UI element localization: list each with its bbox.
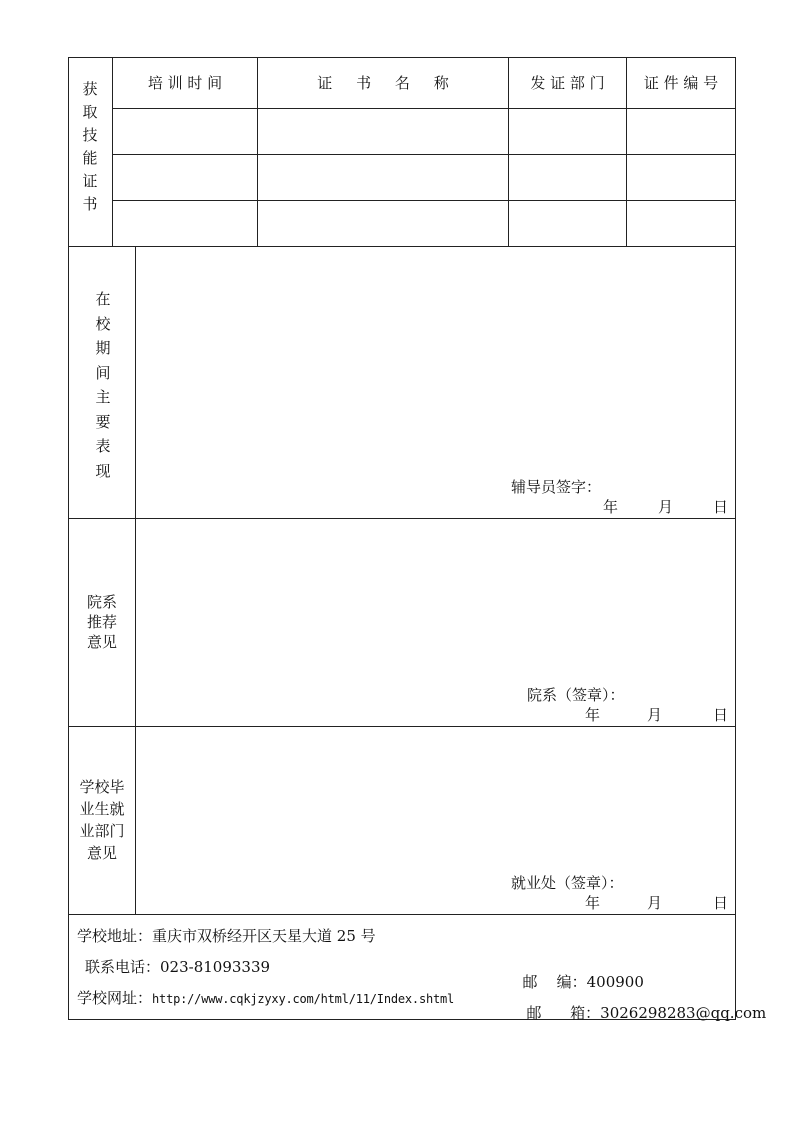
contact-phone-label: 联系电话： bbox=[85, 958, 161, 976]
performance-section-label: 在 校 期 间 主 要 表 现 bbox=[95, 290, 111, 480]
label-col-divider bbox=[135, 246, 136, 914]
postcode bbox=[513, 960, 644, 990]
cert-row-3-cert-name[interactable] bbox=[258, 201, 508, 246]
school-address bbox=[77, 929, 376, 944]
performance-date-month: 月 bbox=[658, 498, 674, 516]
section-divider bbox=[68, 914, 736, 915]
contact-email-value[interactable]: 3026298283@qq.com bbox=[600, 1004, 767, 1022]
employment-office-date-year: 年 bbox=[585, 894, 601, 912]
department-content-area[interactable] bbox=[137, 520, 734, 680]
header-cert-name: 证 书 名 称 bbox=[317, 74, 449, 92]
cert-row-3-issuer[interactable] bbox=[509, 201, 626, 246]
employment-office-date-day: 日 bbox=[713, 894, 729, 912]
performance-date-day: 日 bbox=[713, 498, 729, 516]
cert-row-3-cert-number[interactable] bbox=[627, 201, 735, 246]
border-right bbox=[735, 57, 736, 1019]
employment-office-stamp-label: 就业处（签章）： bbox=[511, 874, 624, 892]
header-training-time: 培 训 时 间 bbox=[147, 74, 223, 92]
school-address-value: 重庆市双桥经开区天星大道 25 号 bbox=[152, 927, 376, 945]
header-cert-number: 证 件 编 号 bbox=[643, 74, 719, 92]
cert-row-2-training-time[interactable] bbox=[113, 155, 257, 200]
employment-office-date-month: 月 bbox=[647, 894, 663, 912]
cert-row-1-cert-name[interactable] bbox=[258, 109, 508, 154]
cert-row-2-cert-name[interactable] bbox=[258, 155, 508, 200]
section-divider bbox=[68, 518, 736, 519]
cert-row-2-issuer[interactable] bbox=[509, 155, 626, 200]
school-website bbox=[77, 991, 454, 1006]
performance-date-year: 年 bbox=[603, 498, 619, 516]
border-left bbox=[68, 57, 69, 1019]
performance-content-area[interactable] bbox=[137, 248, 734, 473]
department-date-day: 日 bbox=[713, 706, 729, 724]
school-address-label: 学校地址： bbox=[77, 927, 153, 945]
employment-office-section-label: 学校毕 业生就 业部门 意见 bbox=[79, 778, 125, 862]
school-website-link[interactable]: http://www.cqkjzyxy.com/html/11/Index.shtml bbox=[152, 992, 455, 1006]
department-section-label: 院系 推荐 意见 bbox=[86, 593, 117, 651]
department-date-year: 年 bbox=[585, 706, 601, 724]
contact-phone bbox=[85, 960, 270, 975]
counselor-signature-label: 辅导员签字： bbox=[511, 478, 602, 496]
header-issuer: 发 证 部 门 bbox=[530, 74, 605, 92]
postcode-value: 400900 bbox=[586, 973, 644, 991]
cert-row-1-issuer[interactable] bbox=[509, 109, 626, 154]
contact-phone-value: 023-81093339 bbox=[160, 958, 271, 976]
school-website-label: 学校网址： bbox=[77, 989, 153, 1007]
border-top bbox=[68, 57, 736, 58]
employment-office-content-area[interactable] bbox=[137, 728, 734, 868]
contact-email bbox=[517, 991, 766, 1021]
section-divider bbox=[68, 726, 736, 727]
section-divider bbox=[68, 246, 736, 247]
department-date-month: 月 bbox=[647, 706, 663, 724]
cert-row-1-training-time[interactable] bbox=[113, 109, 257, 154]
certificates-section-label: 获 取 技 能 证 书 bbox=[82, 80, 98, 213]
cert-row-3-training-time[interactable] bbox=[113, 201, 257, 246]
postcode-label: 邮 编： bbox=[522, 973, 587, 991]
cert-row-2-cert-number[interactable] bbox=[627, 155, 735, 200]
department-stamp-label: 院系（签章）： bbox=[527, 686, 625, 704]
contact-email-label: 邮 箱： bbox=[526, 1004, 601, 1022]
cert-row-1-cert-number[interactable] bbox=[627, 109, 735, 154]
